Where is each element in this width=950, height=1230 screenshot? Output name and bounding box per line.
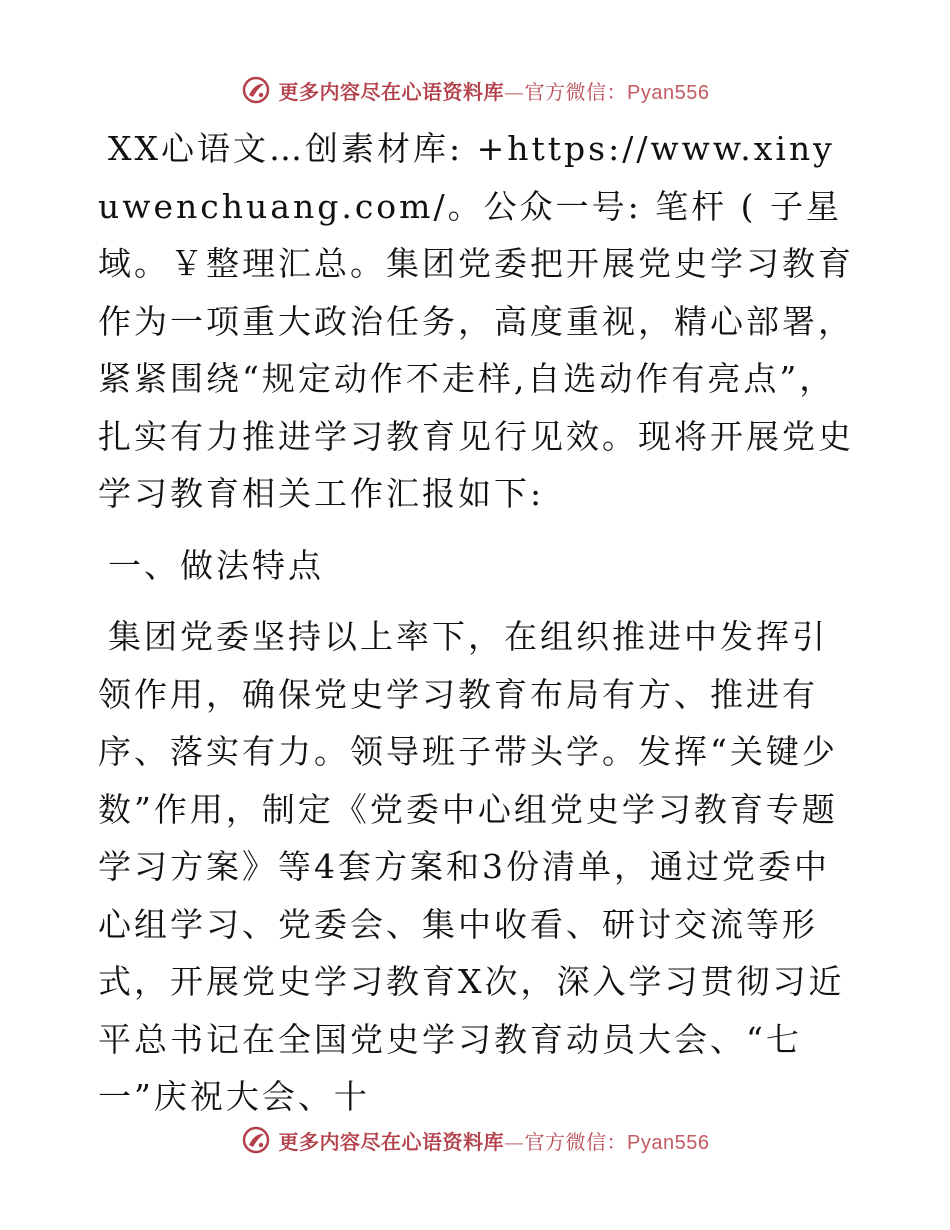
watermark-text: 更多内容尽在心语资料库—官方微信：Pyan556 (278, 79, 710, 104)
watermark-banner-bottom (0, 1120, 950, 1160)
watermark-banner-top (0, 70, 950, 110)
red-brush-seal-icon (241, 75, 271, 105)
section-heading: 一、做法特点 (108, 545, 324, 585)
paragraph-intro: XX心语文…创素材库: +https://www.xinyuwenchuang.com/。公众一号: 笔杆 ( 子星域。￥整理汇总。集团党委把开展党史学习教育作为一项重大政治任务，高度重视，精心部署，紧紧围绕“规定动作不走样,自选动作有亮点”，扎实有力推进学习教育见行见效。现将开展党史学习教育相关工作汇报如下: (98, 129, 854, 513)
paragraph-body: 集团党委坚持以上率下，在组织推进中发挥引领作用，确保党史学习教育布局有方、推进有序、落实有力。领导班子带头学。发挥“关键少数”作用，制定《党委中心组党史学习教育专题学习方案》等4套方案和3份清单，通过党委中心组学习、党委会、集中收看、研讨交流等形式，开展党史学习教育X次，深入学习贯彻习近平总书记在全国党史学习教育动员大会、“七一”庆祝大会、十 (98, 617, 845, 1116)
watermark-text: 更多内容尽在心语资料库—官方微信：Pyan556 (278, 1129, 710, 1154)
document-body (98, 120, 858, 1140)
red-brush-seal-icon (241, 1125, 271, 1155)
